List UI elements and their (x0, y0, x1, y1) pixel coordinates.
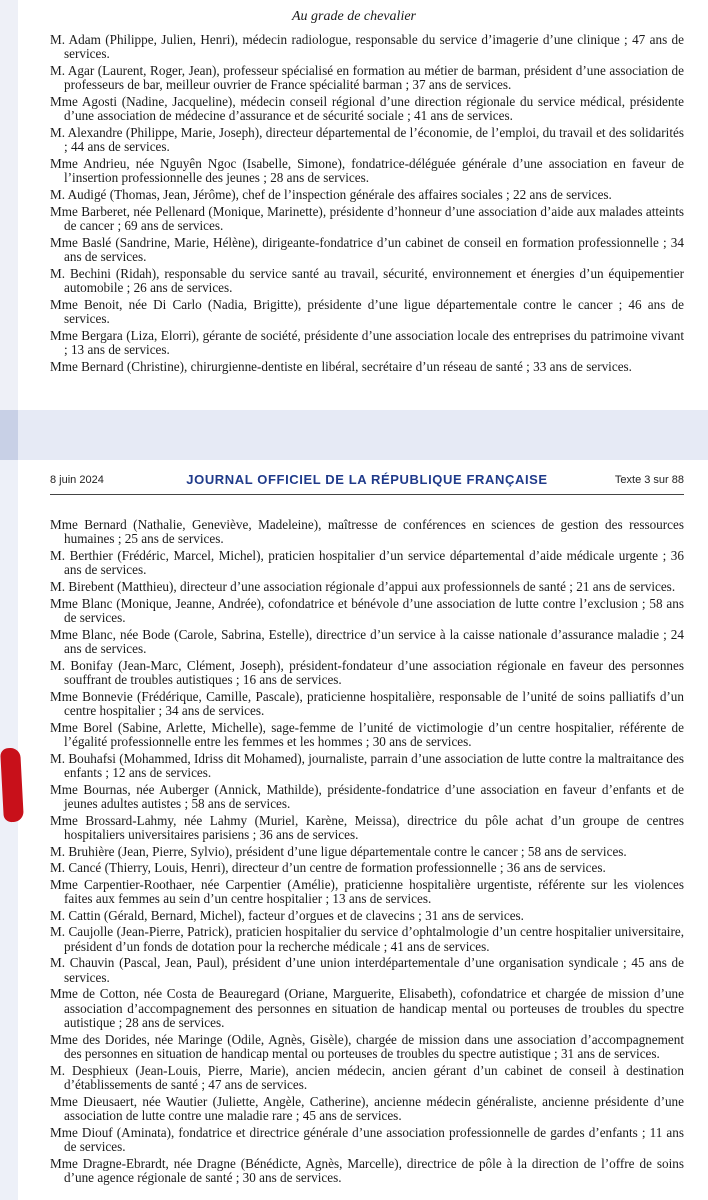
list-item: M. Bonifay (Jean-Marc, Clément, Joseph), président-fondateur d’une association régionale en faveur des personnes souffrant de troubles autistiques ; 16 ans de services. (50, 657, 684, 687)
list-item: Mme Bournas, née Auberger (Annick, Mathilde), présidente-fondatrice d’une association en faveur d’enfants et de jeunes adultes autistes ; 58 ans de services. (50, 781, 684, 811)
list-item: Mme Diouf (Aminata), fondatrice et directrice générale d’une association professionnelle de gardes d’enfants ; 11 ans de services. (50, 1124, 684, 1155)
list-item: M. Bouhafsi (Mohammed, Idriss dit Mohamed), journaliste, parrain d’une association de lutte contre la maltraitance des enfants ; 12 ans de services. (50, 750, 684, 780)
list-item: M. Cattin (Gérald, Bernard, Michel), facteur d’orgues et de clavecins ; 31 ans de services. (50, 907, 524, 923)
list-item: Mme Dieusaert, née Wautier (Juliette, Angèle, Catherine), ancienne médecin généraliste, ancienne présidente d’une association de lutte contre une maladie rare ; 45 ans de services. (50, 1093, 684, 1124)
page-separator-edge (0, 410, 18, 460)
entry-list-page-1 (50, 33, 684, 376)
list-item: Mme Borel (Sabine, Arlette, Michelle), sage-femme de l’unité de victimologie d’un centre hospitalier, référente de l’égalité professionnelle entre les femmes et les hommes ; 30 ans de services. (50, 719, 684, 749)
list-item: Mme des Dorides, née Maringe (Odile, Agnès, Gisèle), chargée de mission dans une association d’accompagnement des personnes en situation de handicap mental ou porteuses de troubles du spectre autistique ; 31 ans de services. (50, 1031, 684, 1062)
red-highlight-mark (0, 748, 24, 823)
list-item: M. Chauvin (Pascal, Jean, Paul), président d’une union interdépartementale d’une organisation syndicale ; 45 ans de services. (50, 955, 684, 985)
page-separator (0, 410, 708, 460)
header-date: 8 juin 2024 (50, 474, 104, 486)
list-item: Mme Barberet, née Pellenard (Monique, Marinette), présidente d’honneur d’une association d’aide aux malades atteints de cancer ; 69 ans de services. (50, 203, 684, 233)
list-item: Mme Blanc (Monique, Jeanne, Andrée), cofondatrice et bénévole d’une association de lutte contre l’exclusion ; 58 ans de services. (50, 595, 684, 625)
list-item: M. Alexandre (Philippe, Marie, Joseph), directeur départemental de l’économie, de l’emploi, du travail et des solidarités ; 44 ans de services. (50, 125, 684, 155)
list-item: M. Berthier (Frédéric, Marcel, Michel), praticien hospitalier d’un service départemental d’aide médicale urgente ; 36 ans de services. (50, 548, 684, 578)
header-divider (50, 494, 684, 495)
list-item: Mme Bernard (Nathalie, Geneviève, Madeleine), maîtresse de conférences en sciences de gestion des ressources humaines ; 25 ans de services. (50, 517, 684, 547)
list-item: Mme Agosti (Nadine, Jacqueline), médecin conseil régional d’une direction régionale du service médical, présidente d’une association de médecine d’assurance et de sécurité sociale ; 41 ans de services. (50, 94, 684, 124)
list-item: Mme Dragne-Ebrardt, née Dragne (Bénédicte, Agnès, Marcelle), directrice de pôle à la direction de l’offre de soins d’une agence régionale de santé ; 30 ans de services. (50, 1155, 684, 1186)
list-item: Mme de Cotton, née Costa de Beauregard (Oriane, Marguerite, Elisabeth), cofondatrice et chargée de mission d’une association d’accompagnement des personnes en situation de handicap mental ou porteuses de troubles du spectre autistique ; 28 ans de services. (50, 986, 684, 1031)
list-item: M. Caujolle (Jean-Pierre, Patrick), praticien hospitalier du service d’ophtalmologie d’un centre hospitalier universitaire, président d’un fonds de dotation pour la recherche médicale ; 41 ans de services. (50, 924, 684, 954)
list-item: M. Bruhière (Jean, Pierre, Sylvio), président d’une ligue départementale contre le cancer ; 58 ans de services. (50, 843, 627, 859)
list-item: Mme Carpentier-Roothaer, née Carpentier (Amélie), praticienne hospitalière urgentiste, référente sur les violences faites aux femmes au sein d’un centre hospitalier ; 13 ans de services. (50, 876, 684, 907)
page-2 (0, 460, 708, 1200)
list-item: Mme Bergara (Liza, Elorri), gérante de société, présidente d’une association locale des entreprises du patrimoine vivant ; 13 ans de services. (50, 327, 684, 357)
entry-list-page-2 (50, 518, 684, 1188)
list-item: Mme Bonnevie (Frédérique, Camille, Pascale), praticienne hospitalière, responsable de l’unité de soins palliatifs d’un centre hospitalier ; 34 ans de services. (50, 688, 684, 718)
list-item: M. Birebent (Matthieu), directeur d’une association régionale d’appui aux professionnels de santé ; 21 ans de services. (50, 579, 676, 594)
list-item: M. Agar (Laurent, Roger, Jean), professeur spécialisé en formation au métier de barman, président d’une association de professeurs de bar, meilleur ouvrier de France spécialité barman ; 37 ans de services. (50, 63, 684, 93)
list-item: Mme Blanc, née Bode (Carole, Sabrina, Estelle), directrice d’un service à la caisse nationale d’assurance maladie ; 24 ans de services. (50, 626, 684, 656)
list-item: Mme Bernard (Christine), chirurgienne-dentiste en libéral, secrétaire d’un réseau de santé ; 33 ans de services. (50, 358, 632, 374)
page-left-margin (0, 460, 18, 1200)
list-item: M. Audigé (Thomas, Jean, Jérôme), chef de l’inspection générale des affaires sociales ; 22 ans de services. (50, 187, 612, 202)
header-journal-title: JOURNAL OFFICIEL DE LA RÉPUBLIQUE FRANÇAISE (186, 472, 548, 487)
header-text-count: Texte 3 sur 88 (614, 474, 684, 486)
page-header (50, 472, 684, 490)
list-item: M. Cancé (Thierry, Louis, Henri), directeur d’un centre de formation professionnelle ; 36 ans de services. (50, 860, 606, 876)
list-item: Mme Brossard-Lahmy, née Lahmy (Muriel, Karène, Meissa), directrice du pôle achat d’un groupe de centres hospitaliers universitaires parisiens ; 36 ans de services. (50, 812, 684, 842)
list-item: Mme Benoit, née Di Carlo (Nadia, Brigitte), présidente d’une ligue départementale contre le cancer ; 46 ans de services. (50, 296, 684, 326)
list-item: M. Desphieux (Jean-Louis, Pierre, Marie), ancien médecin, ancien gérant d’un cabinet de conseil à destination d’établissements de santé ; 47 ans de services. (50, 1062, 684, 1093)
list-item: Mme Andrieu, née Nguyên Ngoc (Isabelle, Simone), fondatrice-déléguée générale d’une association en faveur de l’insertion professionnelle des jeunes ; 28 ans de services. (50, 156, 684, 186)
page-1 (0, 0, 708, 410)
list-item: Mme Baslé (Sandrine, Marie, Hélène), dirigeante-fondatrice d’un cabinet de conseil en formation professionnelle ; 34 ans de services. (50, 234, 684, 264)
list-item: M. Adam (Philippe, Julien, Henri), médecin radiologue, responsable du service d’imagerie d’une clinique ; 47 ans de services. (50, 32, 684, 62)
page-left-margin (0, 0, 18, 410)
section-title: Au grade de chevalier (291, 9, 416, 24)
list-item: M. Bechini (Ridah), responsable du service santé au travail, sécurité, environnement et énergies d’un équipementier automobile ; 26 ans de services. (50, 265, 684, 295)
